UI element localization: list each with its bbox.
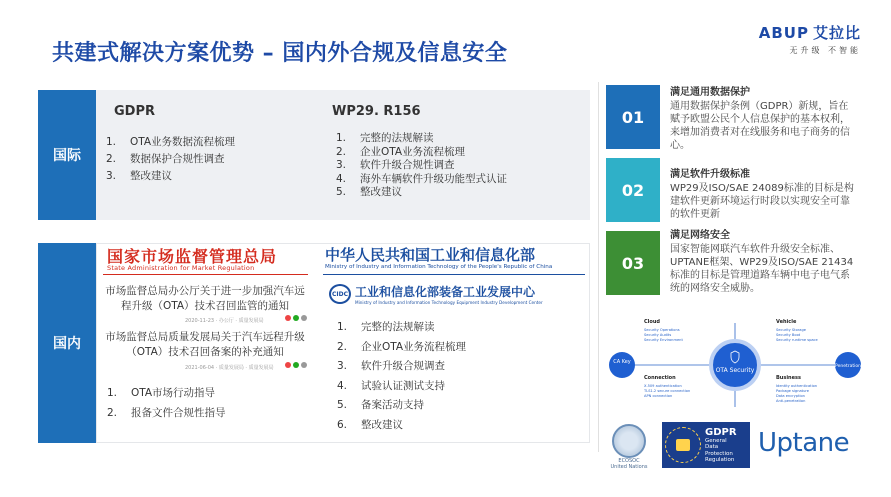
advantage-body: 国家智能网联汽车软件升级安全标准、UPTANE框架、WP29及ISO/SAE 21434标准的目标是管理道路车辆中电子电气系统的网络安全威胁。 (670, 244, 854, 294)
cloud-item: Security Operations (644, 328, 680, 332)
ecosoc-sub-label: United Nations (610, 464, 648, 470)
list-item: 2. 企业OTA业务流程梳理 (336, 145, 466, 158)
gdpr-badge-line: Regulation (705, 457, 735, 463)
ca-key-node (609, 352, 635, 378)
vehicle-item: Security Storage (776, 328, 806, 332)
wechat-icon[interactable] (293, 315, 299, 321)
compliance-badges (606, 420, 864, 470)
samr-divider (103, 274, 308, 275)
weibo-icon[interactable] (285, 315, 291, 321)
penetration-label: Penetration (835, 364, 861, 369)
share-icons[interactable] (285, 315, 307, 321)
company-logo (759, 22, 861, 56)
business-item: Data encryption (776, 394, 805, 398)
region-label-international: 国际 (38, 90, 96, 220)
samr-title: 国家市场监督管理总局 (107, 247, 278, 266)
list-item: 3. 软件升级合规性调查 (336, 159, 455, 171)
samr-notice-1[interactable]: 市场监督总局办公厅关于进一步加强汽车远程升级（OTA）技术召回监管的通知 (105, 285, 305, 312)
cidc-subtitle: Ministry of Industry and Information Technology Equipment Industry Development Center (355, 300, 543, 305)
advantage-number-3: 03 (606, 231, 660, 295)
page-title: 共建式解决方案优势 – 国内外合规及信息安全 (52, 41, 508, 66)
ecosoc-label: ECOSOC (618, 458, 640, 464)
ca-key-label: CA Key (613, 359, 631, 365)
advantage-heading: 满足软件升级标准 (670, 169, 750, 180)
gdpr-badge-line: Data (705, 444, 719, 450)
connection-item: TLS1.2 secure connection (644, 389, 691, 393)
business-item: Anti-penetration (776, 399, 806, 403)
connection-title: Connection (644, 375, 676, 381)
list-item: 3. 软件升级合规调查 (337, 360, 445, 372)
advantage-body: WP29及ISO/SAE 24089标准的目标是构建软件更新环境运行时段以实现安全可靠的软件更新 (670, 183, 854, 220)
notice-meta: 2020-11-23 · 办公厅 · 质量发展局 (185, 318, 264, 324)
lock-icon (676, 439, 690, 451)
cloud-item: Security Environment (644, 338, 683, 342)
list-item: 3. 整改建议 (106, 170, 172, 182)
samr-list (107, 383, 226, 423)
miit-divider (323, 274, 585, 275)
miit-list (337, 318, 466, 435)
logo-slogan: 无升级 不智能 (789, 46, 861, 55)
gdpr-badge-title: GDPR (705, 426, 737, 438)
connection-item: X.509 authentication (644, 384, 682, 388)
wp29-list (336, 132, 507, 200)
ecosoc-badge (608, 424, 650, 468)
samr-notice-2[interactable]: 市场监督总局质量发展局关于汽车远程升级（OTA）技术召回备案的补充通知 (105, 331, 305, 358)
list-item: 2. 企业OTA业务流程梳理 (337, 340, 467, 353)
print-icon[interactable] (301, 362, 307, 368)
list-item: 1. OTA业务数据流程梳理 (106, 136, 236, 148)
gdpr-badge-line: Protection (705, 450, 733, 457)
wp29-heading: WP29. R156 (332, 104, 421, 119)
cidc-logo: CIDC (329, 284, 351, 304)
list-item: 1. OTA市场行动指导 (107, 387, 216, 399)
list-item: 1. 完整的法规解读 (336, 132, 434, 144)
list-item: 5. 备案活动支持 (337, 399, 424, 411)
samr-subtitle: State Administration for Market Regulation (107, 264, 255, 272)
logo-wordmark (759, 22, 861, 43)
notice-meta: 2021-06-04 · 质量发展局 · 质量发展局 (185, 365, 274, 371)
ota-security-diagram (606, 315, 864, 415)
cidc-title: 工业和信息化部装备工业发展中心 (355, 285, 536, 299)
list-item: 2. 报备文件合规性指导 (107, 407, 226, 419)
logo-brand: ABUP (758, 24, 809, 42)
ota-security-node (711, 341, 759, 389)
advantage-number-1: 01 (606, 85, 660, 149)
ota-security-label: OTA Security (715, 367, 755, 374)
list-item: 1. 完整的法规解读 (337, 321, 435, 333)
wechat-icon[interactable] (293, 362, 299, 368)
advantage-number-2: 02 (606, 158, 660, 222)
advantage-heading: 满足网络安全 (670, 230, 730, 241)
column-divider (598, 82, 599, 452)
list-item: 4. 试验认证测试支持 (337, 379, 445, 392)
advantage-3 (670, 226, 855, 295)
domestic-panel (96, 243, 590, 443)
weibo-icon[interactable] (285, 362, 291, 368)
gdpr-badge (662, 422, 750, 468)
print-icon[interactable] (301, 315, 307, 321)
vehicle-title: Vehicle (776, 319, 797, 325)
un-emblem-icon (612, 424, 646, 458)
advantage-body: 通用数据保护条例（GDPR）新规，旨在赋予欧盟公民个人信息保护的基本权利，来增加消费者对在线服务和电子商务的信心。 (670, 101, 850, 151)
gdpr-list (106, 134, 235, 185)
share-icons[interactable] (285, 362, 307, 368)
logo-brand-zh: 艾拉比 (812, 24, 861, 42)
list-item: 2. 数据保护合规性调查 (106, 153, 225, 165)
vehicle-item: Security Boot (776, 333, 801, 337)
cloud-title: Cloud (644, 319, 660, 325)
gdpr-heading: GDPR (114, 104, 155, 119)
uptane-logo: Uptane (758, 428, 850, 458)
advantage-heading: 满足通用数据保护 (670, 87, 750, 98)
advantage-2 (670, 165, 855, 221)
vehicle-item: Security runtime space (776, 338, 818, 342)
international-panel (96, 90, 590, 220)
eu-stars-icon (665, 427, 701, 463)
connection-item: APN connection (644, 394, 673, 398)
cloud-item: Security Audits (644, 333, 672, 337)
list-item: 4. 海外车辆软件升级功能型式认证 (336, 172, 507, 185)
business-item: Identity authentication (776, 384, 818, 388)
business-title: Business (776, 375, 801, 381)
region-label-domestic: 国内 (38, 243, 96, 443)
advantage-1 (670, 83, 855, 152)
business-item: Package signature (776, 389, 809, 393)
list-item: 5. 整改建议 (336, 186, 402, 198)
miit-title: 中华人民共和国工业和信息化部 (325, 246, 536, 264)
gdpr-badge-line: General (705, 437, 727, 444)
list-item: 6. 整改建议 (337, 418, 403, 431)
miit-subtitle: Ministry of Industry and Information Technology of the People's Republic of China (325, 264, 553, 270)
